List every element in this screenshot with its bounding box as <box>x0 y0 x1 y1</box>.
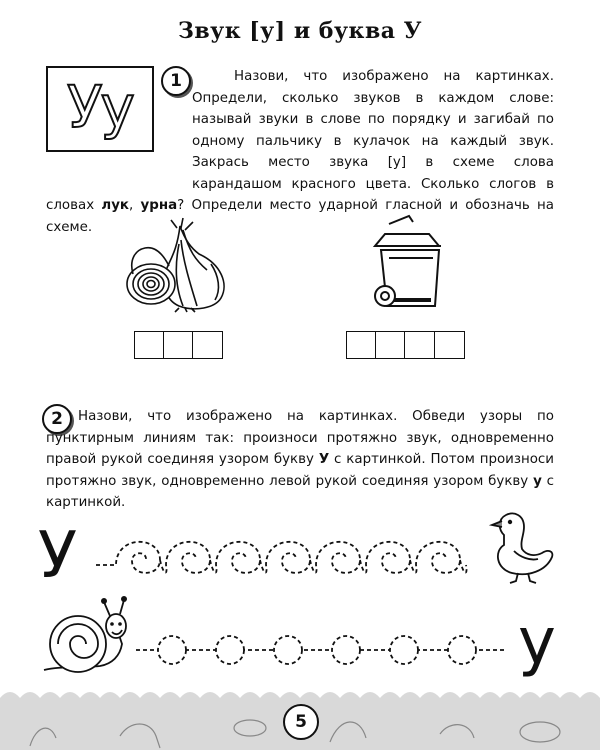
letter-upper-u: У <box>318 452 330 467</box>
spiral-dashed-path[interactable] <box>96 525 496 595</box>
dashed-circle[interactable] <box>390 636 418 664</box>
dashed-circle[interactable] <box>158 636 186 664</box>
sound-cell[interactable] <box>434 331 465 359</box>
onion-icon <box>125 220 235 312</box>
sound-cell[interactable] <box>346 331 377 359</box>
sound-cell[interactable] <box>192 331 223 359</box>
task-2-instructions: Назови, что изображено на картинках. Обведи узоры по пунктирным линиям так: произноси протяжно звук, одновременно правой рукой соединяя узором букву У с картинкой. Потом произноси протяжно звук, одновременно левой рукой соединяя узором букву у с картинкой. <box>46 409 554 510</box>
letter-lower-u: у <box>533 473 542 489</box>
sound-cell[interactable] <box>375 331 406 359</box>
word-luk: лук <box>101 198 130 213</box>
sound-cell[interactable] <box>404 331 435 359</box>
duck-icon <box>490 505 558 585</box>
snail-icon <box>40 596 130 676</box>
sound-cell[interactable] <box>163 331 194 359</box>
row1-letter: У <box>38 519 77 593</box>
trash-bin-sound-scheme[interactable] <box>346 331 463 359</box>
task-1-number-badge: 1 <box>161 66 191 96</box>
dashed-circle[interactable] <box>448 636 476 664</box>
page-number: 5 <box>283 704 319 740</box>
circles-dashed-path[interactable] <box>136 630 516 670</box>
dashed-circle[interactable] <box>216 636 244 664</box>
text-wrap-spacer <box>46 66 192 174</box>
trash-bin-icon <box>365 216 455 312</box>
task-2-number-badge: 2 <box>42 404 72 434</box>
word-urna: урна <box>140 198 178 213</box>
task-1-instructions: Назови, что изображено на картинках. Определи, сколько звуков в каждом слове: называй звуки в слове по порядку и загибай по одному пальчику в кулачок на каждый звук. Закрась место звука [у] в схеме слова карандашом красного цвета. Сколько слогов в словах лук, урна? Определи место ударной гласной и обозначь на схеме. <box>46 66 554 238</box>
dashed-circle[interactable] <box>274 636 302 664</box>
onion-sound-scheme[interactable] <box>134 331 222 359</box>
sound-cell[interactable] <box>134 331 165 359</box>
dashed-circle[interactable] <box>332 636 360 664</box>
page-title: Звук [у] и буква У <box>177 18 423 44</box>
row2-letter: у <box>518 605 556 679</box>
letter-card-text: Уу <box>67 73 133 141</box>
